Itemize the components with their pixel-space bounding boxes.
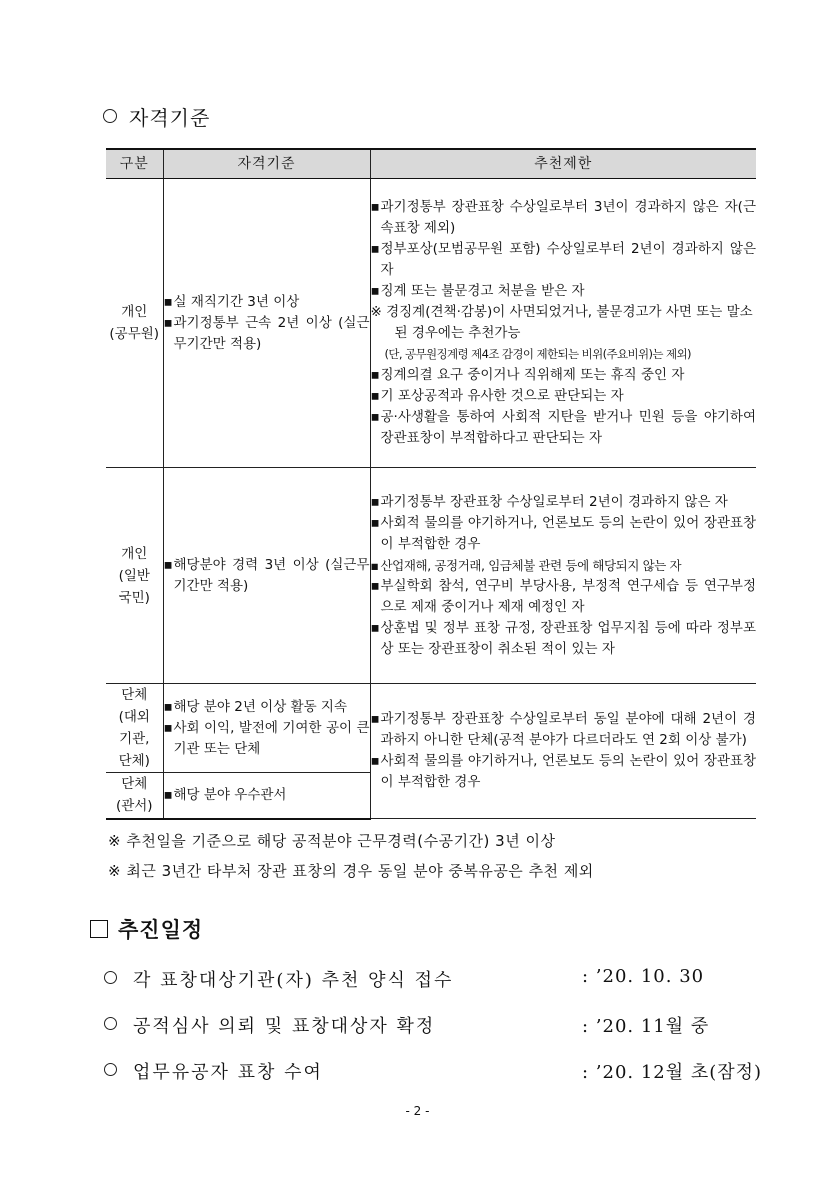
list-item: ▪과기정통부 근속 2년 이상 (실근무기간만 적용) — [163, 314, 370, 352]
list-item: ▪ 산업재해, 공정거래, 임금체불 관련 등에 해당되지 않는 자 — [370, 557, 682, 573]
category-cell: 개인 (공무원) — [106, 179, 163, 468]
restriction-note: ※ 경징계(견책·감봉)이 사면되었거나, 불문경고가 사면 또는 말소된 경우에는 추천가능 — [370, 304, 753, 341]
criteria-cell — [163, 684, 370, 773]
restrictions-cell — [370, 684, 756, 819]
circle-bullet-icon — [104, 1017, 117, 1030]
schedule-item: 공적심사 의뢰 및 표창대상자 확정 — [104, 1012, 435, 1038]
circle-bullet-icon — [104, 971, 117, 984]
square-bullet-icon — [90, 920, 108, 938]
criteria-cell — [163, 773, 370, 819]
header-criteria: 자격기준 — [163, 149, 370, 179]
circle-bullet-icon — [103, 109, 117, 123]
list-item: ▪부실학회 참석, 연구비 부당사용, 부정적 연구세습 등 연구부정으로 제재 중이거나 제재 예정인 자 — [370, 577, 756, 615]
list-item: ▪해당 분야 2년 이상 활동 지속 — [163, 698, 347, 715]
list-item: ▪기 포상공적과 유사한 것으로 판단되는 자 — [370, 388, 624, 404]
list-item: ▪과기정통부 장관표창 수상일로부터 3년이 경과하지 않은 자(근속표창 제외) — [370, 199, 756, 236]
table-row-general-public — [106, 468, 756, 684]
list-item: ▪사회적 물의를 야기하거나, 언론보도 등의 논란이 있어 장관표창이 부적합한 경우 — [370, 753, 756, 790]
header-restrictions: 추천제한 — [370, 149, 756, 179]
list-item: ▪공·사생활을 통하여 사회적 지탄을 받거나 민원 등을 야기하여 장관표창이 부적합하다고 판단되는 자 — [370, 409, 756, 446]
footnotes — [108, 826, 594, 886]
list-item: ▪해당 분야 우수관서 — [163, 786, 287, 803]
qualification-table — [106, 148, 756, 820]
list-item: ▪과기정통부 장관표창 수상일로부터 2년이 경과하지 않은 자 — [370, 493, 728, 510]
circle-bullet-icon — [104, 1063, 117, 1076]
footnote: ※ 추천일을 기준으로 해당 공적분야 근무경력(수공기간) 3년 이상 — [108, 832, 556, 850]
table-row-org-external — [106, 684, 756, 773]
list-item: ▪징계의결 요구 중이거나 직위해제 또는 휴직 중인 자 — [370, 367, 685, 383]
restrictions-cell — [370, 468, 756, 684]
schedule-date: : ’20. 12월 초(잠정) — [582, 1062, 763, 1083]
footnote: ※ 최근 3년간 타부처 장관 표창의 경우 동일 분야 중복유공은 추천 제외 — [108, 862, 594, 880]
list-item: ▪사회적 물의를 야기하거나, 언론보도 등의 논란이 있어 장관표창이 부적합한 경우 — [370, 514, 756, 552]
schedule-item: 업무유공자 표창 수여 — [104, 1058, 323, 1084]
category-cell: 단체 (관서) — [106, 773, 163, 819]
list-item: ▪상훈법 및 정부 표창 규정, 장관표창 업무지침 등에 따라 정부포상 또는 장관표창이 취소된 적이 있는 자 — [370, 619, 756, 657]
criteria-cell — [163, 468, 370, 684]
list-item: ▪징계 또는 불문경고 처분을 받은 자 — [370, 283, 585, 299]
qualification-heading: 자격기준 — [103, 102, 210, 131]
page-number: - 2 - — [405, 1104, 430, 1118]
schedule-date: : ’20. 11월 중 — [582, 1016, 710, 1037]
list-item: ▪정부포상(모범공무원 포함) 수상일로부터 2년이 경과하지 않은 자 — [370, 241, 756, 278]
table-header-row — [106, 149, 756, 179]
list-item: ▪해당분야 경력 3년 이상 (실근무기간만 적용) — [163, 556, 370, 594]
schedule-date: : ’20. 10. 30 — [582, 966, 705, 987]
schedule-item: 각 표창대상기관(자) 추천 양식 접수 — [104, 966, 453, 992]
criteria-cell — [163, 179, 370, 468]
restriction-note-small: (단, 공무원징계령 제4조 감경이 제한되는 비위(주요비위)는 제외) — [384, 347, 691, 361]
list-item: ▪실 재직기간 3년 이상 — [163, 293, 300, 310]
list-item: ▪과기정통부 장관표창 수상일로부터 동일 분야에 대해 2년이 경과하지 아니한 단체(공적 분야가 다르더라도 연 2회 이상 불가) — [370, 711, 756, 748]
restrictions-cell — [370, 179, 756, 468]
table-row-public-official — [106, 179, 756, 468]
schedule-heading: 추진일정 — [90, 914, 203, 944]
category-cell: 단체 (대외 기관, 단체) — [106, 684, 163, 773]
header-category: 구분 — [106, 149, 163, 179]
category-cell: 개인 (일반 국민) — [106, 468, 163, 684]
list-item: ▪사회 이익, 발전에 기여한 공이 큰 기관 또는 단체 — [163, 719, 370, 757]
